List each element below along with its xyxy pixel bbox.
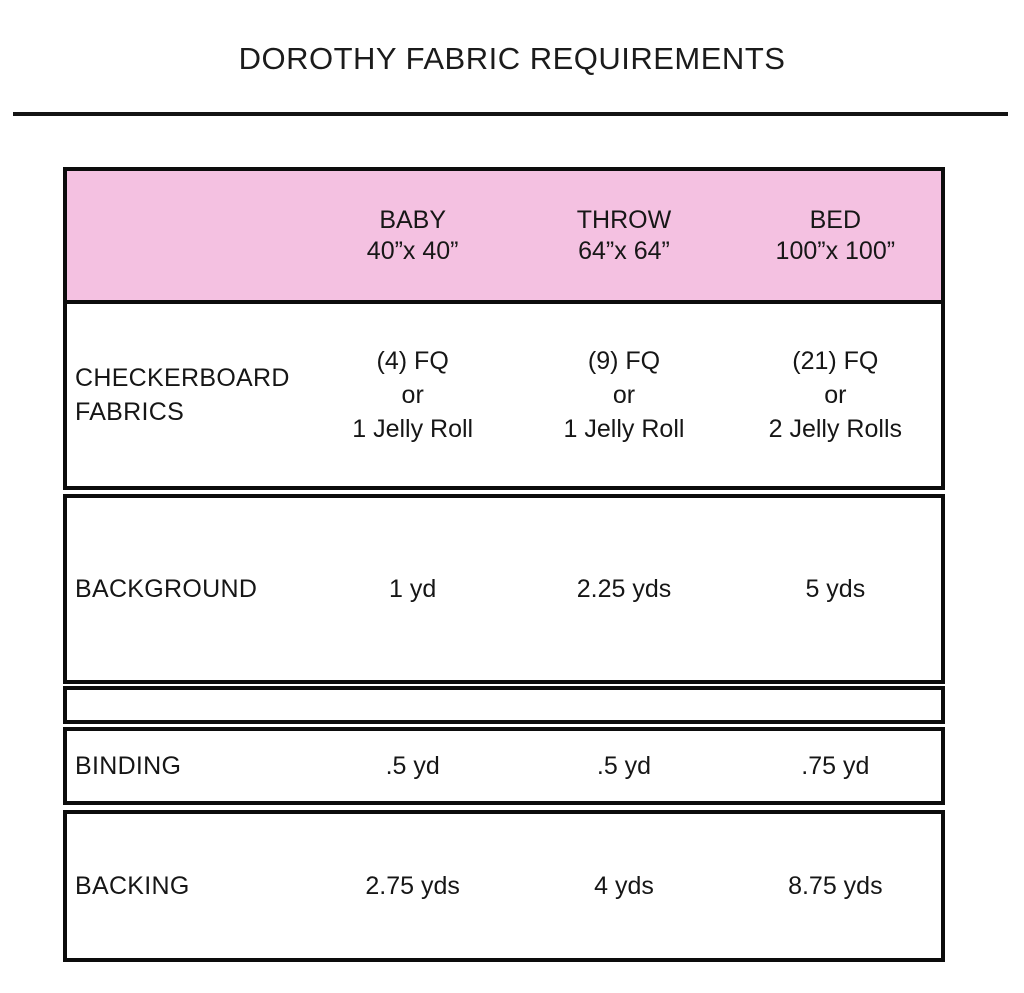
background-bed-cell: 5 yds <box>805 575 866 603</box>
binding-baby-cell: .5 yd <box>385 752 440 780</box>
row-label-binding: BINDING <box>75 752 182 780</box>
column-name-bed: BED <box>809 205 862 234</box>
page-title: DOROTHY FABRIC REQUIREMENTS <box>238 41 786 76</box>
column-size-baby: 40”x 40” <box>366 236 459 265</box>
checkerboard-baby-cell <box>307 344 518 446</box>
table-header-row <box>63 167 945 304</box>
checkerboard-bed-fq: (21) FQ <box>792 347 879 375</box>
row-label-line1: CHECKERBOARD <box>75 364 290 392</box>
table-row-binding <box>63 727 945 805</box>
checkerboard-throw-or: or <box>612 381 636 409</box>
fabric-requirements-table <box>63 167 945 962</box>
row-label-background: BACKGROUND <box>75 575 258 603</box>
checkerboard-baby-or: or <box>401 381 424 409</box>
table-row-backing <box>63 810 945 962</box>
backing-baby-cell: 2.75 yds <box>365 872 460 900</box>
checkerboard-baby-fq: (4) FQ <box>376 347 449 375</box>
checkerboard-throw-jellyroll: 1 Jelly Roll <box>563 415 685 443</box>
checkerboard-bed-jellyroll: 2 Jelly Rolls <box>768 415 902 443</box>
checkerboard-throw-cell <box>518 344 729 446</box>
title-divider-rule <box>13 112 1008 116</box>
checkerboard-throw-fq: (9) FQ <box>587 347 661 375</box>
row-label-line2: FABRICS <box>75 398 185 426</box>
header-cell-throw <box>518 205 729 267</box>
column-name-throw: THROW <box>576 205 672 234</box>
header-cell-bed <box>730 205 941 267</box>
row-label-checkerboard-fabrics <box>67 361 307 429</box>
checkerboard-bed-cell <box>730 344 941 446</box>
table-row-spacer <box>63 686 945 724</box>
column-size-throw: 64”x 64” <box>578 236 670 265</box>
column-name-baby: BABY <box>379 205 447 234</box>
row-label-backing: BACKING <box>75 872 190 900</box>
header-cell-baby <box>307 205 518 267</box>
column-size-bed: 100”x 100” <box>775 236 896 265</box>
backing-bed-cell: 8.75 yds <box>788 872 883 900</box>
binding-throw-cell: .5 yd <box>596 752 652 780</box>
table-row-background <box>63 494 945 684</box>
background-baby-cell: 1 yd <box>389 575 437 603</box>
background-throw-cell: 2.25 yds <box>576 575 672 603</box>
checkerboard-bed-or: or <box>824 381 847 409</box>
backing-throw-cell: 4 yds <box>594 872 654 900</box>
table-row-checkerboard-fabrics <box>63 304 945 490</box>
checkerboard-baby-jellyroll: 1 Jelly Roll <box>352 415 474 443</box>
binding-bed-cell: .75 yd <box>801 752 870 780</box>
